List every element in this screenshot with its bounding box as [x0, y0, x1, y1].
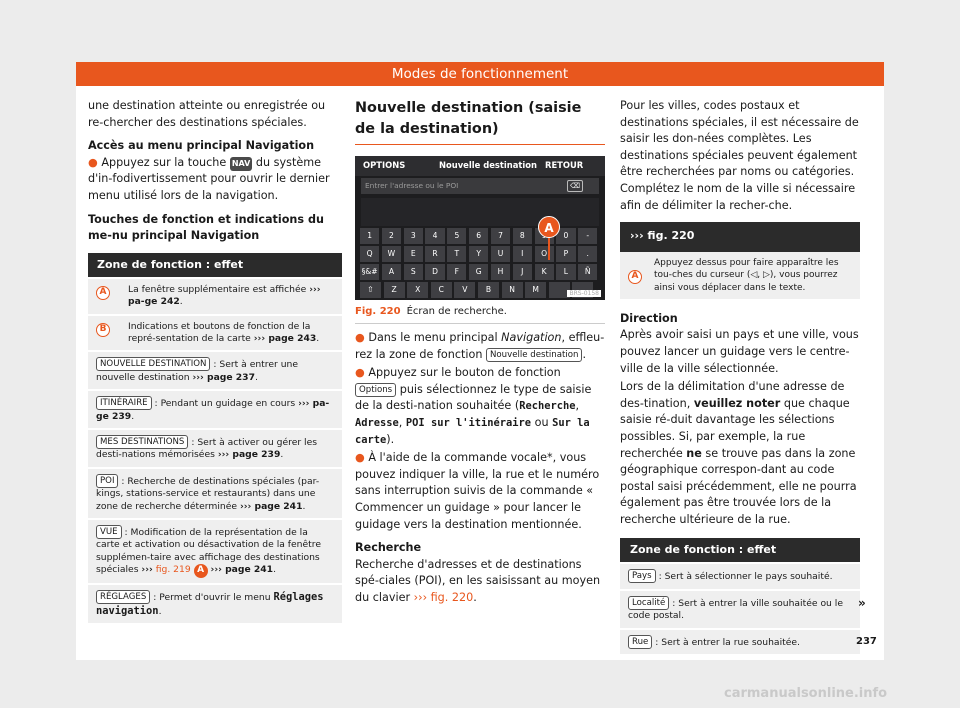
keyboard-key: - — [578, 228, 597, 244]
table-header: Zone de fonction : effet — [620, 538, 860, 562]
keyboard-key: 8 — [513, 228, 532, 244]
keyboard-key: V — [454, 282, 475, 298]
keyboard-key: 7 — [491, 228, 510, 244]
backspace-icon: ⌫ — [567, 180, 583, 192]
keyboard-key: E — [404, 246, 423, 262]
figure-code: BRS-0158 — [569, 290, 599, 297]
keyboard-key: 1 — [360, 228, 379, 244]
access-bullet: ● Appuyez sur la touche NAV du système d'in-fodivertissement pour ouvrir le dernier menu utilisé lors de la navigation. — [88, 155, 330, 202]
table-row: MES DESTINATIONS : Sert à activer ou gérer les desti-nations mémorisées ››› page 239. — [88, 428, 342, 467]
table-row: NOUVELLE DESTINATION : Sert à entrer une nouvelle destination ››› page 237. — [88, 350, 342, 389]
table-row: Rue : Sert à entrer la rue souhaitée. — [620, 628, 860, 654]
reglages-key: RÉGLAGES — [96, 590, 150, 604]
marker-a-icon: A — [194, 564, 208, 578]
bullet-icon: ● — [88, 155, 98, 169]
callout-leader — [548, 236, 550, 260]
keyboard-key: Q — [360, 246, 379, 262]
keyboard-key: Y — [469, 246, 488, 262]
keyboard-key: R — [425, 246, 444, 262]
keys-title: Touches de fonction et indications du me-nu principal Navigation — [88, 212, 324, 243]
figure-options-label: OPTIONS — [363, 160, 406, 170]
localite-key: Localité — [628, 596, 669, 610]
keyboard-key: 3 — [404, 228, 423, 244]
continue-icon: » — [858, 596, 866, 610]
nouvelle-destination-key: NOUVELLE DESTINATION — [96, 357, 210, 371]
table-row: VUE : Modification de la représentation de la carte et activation ou désactivation de la fenêtre supplémen-taire avec affichage des destinations spéciales ››› fig. 219 A ››› page 241. — [88, 518, 342, 583]
page-header: Modes de fonctionnement — [76, 62, 884, 86]
paragraph: Recherche d'adresses et de destinations spé-ciales (POI), en les saisissant au moyen du clavier ››› fig. 220. — [355, 557, 601, 604]
marker-a-icon: A — [628, 270, 642, 284]
figure-keyboard — [360, 228, 600, 300]
options-key: Options — [355, 383, 396, 397]
vue-key: VUE — [96, 525, 122, 539]
figure-back-label: RETOUR — [545, 160, 584, 170]
rue-key: Rue — [628, 635, 652, 649]
table-row: ITINÉRAIRE : Pendant un guidage en cours ››› pa-ge 239. — [88, 389, 342, 428]
paragraph: ● À l'aide de la commande vocale*, vous pouvez indiquer la ville, la rue et le numéro sans interruption suivis de la commande « Commencer un guidage » pour lancer le guidage vers la destination mentionnée. — [355, 451, 600, 531]
keyboard-key: 2 — [382, 228, 401, 244]
pays-key: Pays — [628, 569, 656, 583]
intro-text: une destination atteinte ou enregistrée ou re-chercher des destinations spéciales. — [88, 99, 326, 129]
bullet-icon: ● — [355, 366, 365, 380]
paragraph: ● Dans le menu principal Navigation, effleu-rez la zone de fonction Nouvelle destination . — [355, 331, 605, 361]
keyboard-key: B — [478, 282, 499, 298]
table-row: Localité : Sert à entrer la ville souhaitée ou le code postal. — [620, 589, 860, 628]
paragraph: Lors de la délimitation d'une adresse de des-tination, veuillez noter que chaque saisie ré-duit davantage les sélections possibles. Si, par exemple, la rue recherchée ne se trouve pas dans la zone géographique correspon-dant au code postal saisi précédemment, elle ne pourra également pas être trouvée lors de la recherche ultérieure de la rue. — [620, 380, 857, 526]
nouvelle-destination-key: Nouvelle destination — [486, 348, 582, 362]
keyboard-key: N — [502, 282, 523, 298]
keyboard-row — [360, 264, 600, 280]
access-title: Accès au menu principal Navigation — [88, 139, 315, 153]
search-title: Recherche — [355, 541, 422, 555]
figure-caption: Fig. 220 Écran de recherche. — [355, 304, 605, 324]
fig-219-link[interactable]: fig. 219 — [155, 564, 191, 576]
search-screen-figure — [355, 156, 605, 300]
fig-220-link[interactable]: ››› fig. 220 — [413, 590, 474, 604]
keyboard-key: A — [382, 264, 401, 280]
column-middle — [355, 98, 605, 607]
keyboard-key: C — [431, 282, 452, 298]
keyboard-key: D — [425, 264, 444, 280]
nav-key-icon: NAV — [230, 157, 253, 171]
keyboard-row — [360, 228, 600, 244]
keyboard-key: L — [556, 264, 575, 280]
bullet-icon: ● — [355, 451, 365, 465]
keyboard-key: F — [447, 264, 466, 280]
watermark: carmanualsonline.info — [724, 686, 888, 701]
keyboard-key: G — [469, 264, 488, 280]
keyboard-key: O — [535, 246, 554, 262]
table-header: ››› fig. 220 — [620, 222, 860, 252]
figure-placeholder: Entrer l'adresse ou le POI — [365, 181, 459, 190]
keyboard-key: 5 — [447, 228, 466, 244]
keyboard-key: H — [491, 264, 510, 280]
keyboard-key: 4 — [425, 228, 444, 244]
keyboard-key: S — [404, 264, 423, 280]
keyboard-key: X — [407, 282, 428, 298]
table-row: RÉGLAGES : Permet d'ouvrir le menu Réglages navigation. — [88, 583, 342, 623]
table-row: Pays : Sert à sélectionner le pays souhaité. — [620, 562, 860, 588]
keyboard-key: Ñ — [578, 264, 597, 280]
table-row: A Appuyez dessus pour faire apparaître les tou-ches du curseur (◁, ▷), vous pourrez ainsi vous déplacer dans le texte. — [620, 252, 860, 299]
section-title: Nouvelle destination (saisie de la destination) — [355, 98, 605, 145]
keyboard-key: M — [525, 282, 546, 298]
callout-a-icon: A — [538, 216, 560, 238]
marker-a-icon: A — [96, 286, 110, 300]
table-row: A La fenêtre supplémentaire est affichée ››› pa-ge 242. — [88, 277, 342, 314]
keyboard-key: 6 — [469, 228, 488, 244]
keyboard-key: §&# — [360, 264, 379, 280]
function-table — [88, 253, 342, 623]
itineraire-key: ITINÉRAIRE — [96, 396, 152, 410]
poi-key: POI — [96, 474, 118, 488]
column-left — [88, 98, 342, 623]
table-row: POI : Recherche de destinations spéciales (par-kings, stations-service et restaurants) dans une zone de recherche déterminée ››› page 241. — [88, 467, 342, 518]
column-right — [620, 98, 860, 654]
keyboard-row — [360, 282, 600, 298]
figure-title: Nouvelle destination — [439, 160, 537, 170]
keyboard-key: J — [513, 264, 532, 280]
direction-title: Direction — [620, 311, 678, 325]
keyboard-key: P — [556, 246, 575, 262]
page-number: 237 — [856, 636, 877, 647]
table-header: Zone de fonction : effet — [88, 253, 342, 277]
table-row: B Indications et boutons de fonction de la repré-sentation de la carte ››› page 243. — [88, 314, 342, 351]
paragraph: Pour les villes, codes postaux et destinations spéciales, il est nécessaire de saisir les don-nées complètes. Les destinations spéciales peuvent également être recherchées par noms ou catégories. Complétez le nom de la ville si nécessaire afin de délimiter la recher-che. — [620, 99, 859, 212]
bullet-icon: ● — [355, 331, 365, 344]
keyboard-key: . — [578, 246, 597, 262]
keyboard-row — [360, 246, 600, 262]
figure-results-area — [361, 198, 599, 226]
keyboard-key: T — [447, 246, 466, 262]
paragraph: ● Appuyez sur le bouton de fonction Options puis sélectionnez le type de saisie de la desti-nation souhaitée (Recherche, Adresse, POI sur l'itinéraire ou Sur la carte). — [355, 366, 592, 446]
keyboard-key: Z — [384, 282, 405, 298]
keyboard-key: W — [382, 246, 401, 262]
marker-b-icon: B — [96, 323, 110, 337]
keyboard-key: K — [535, 264, 554, 280]
figure-reference-table — [620, 222, 860, 299]
keyboard-key: I — [513, 246, 532, 262]
keyboard-key: 0 — [556, 228, 575, 244]
keyboard-key: U — [491, 246, 510, 262]
location-function-table — [620, 538, 860, 654]
keyboard-key: ⇧ — [360, 282, 381, 298]
mes-destinations-key: MES DESTINATIONS — [96, 435, 188, 449]
paragraph: Après avoir saisi un pays et une ville, vous pouvez lancer un guidage vers le centre-ville de la ville sélectionnée. — [620, 328, 859, 375]
